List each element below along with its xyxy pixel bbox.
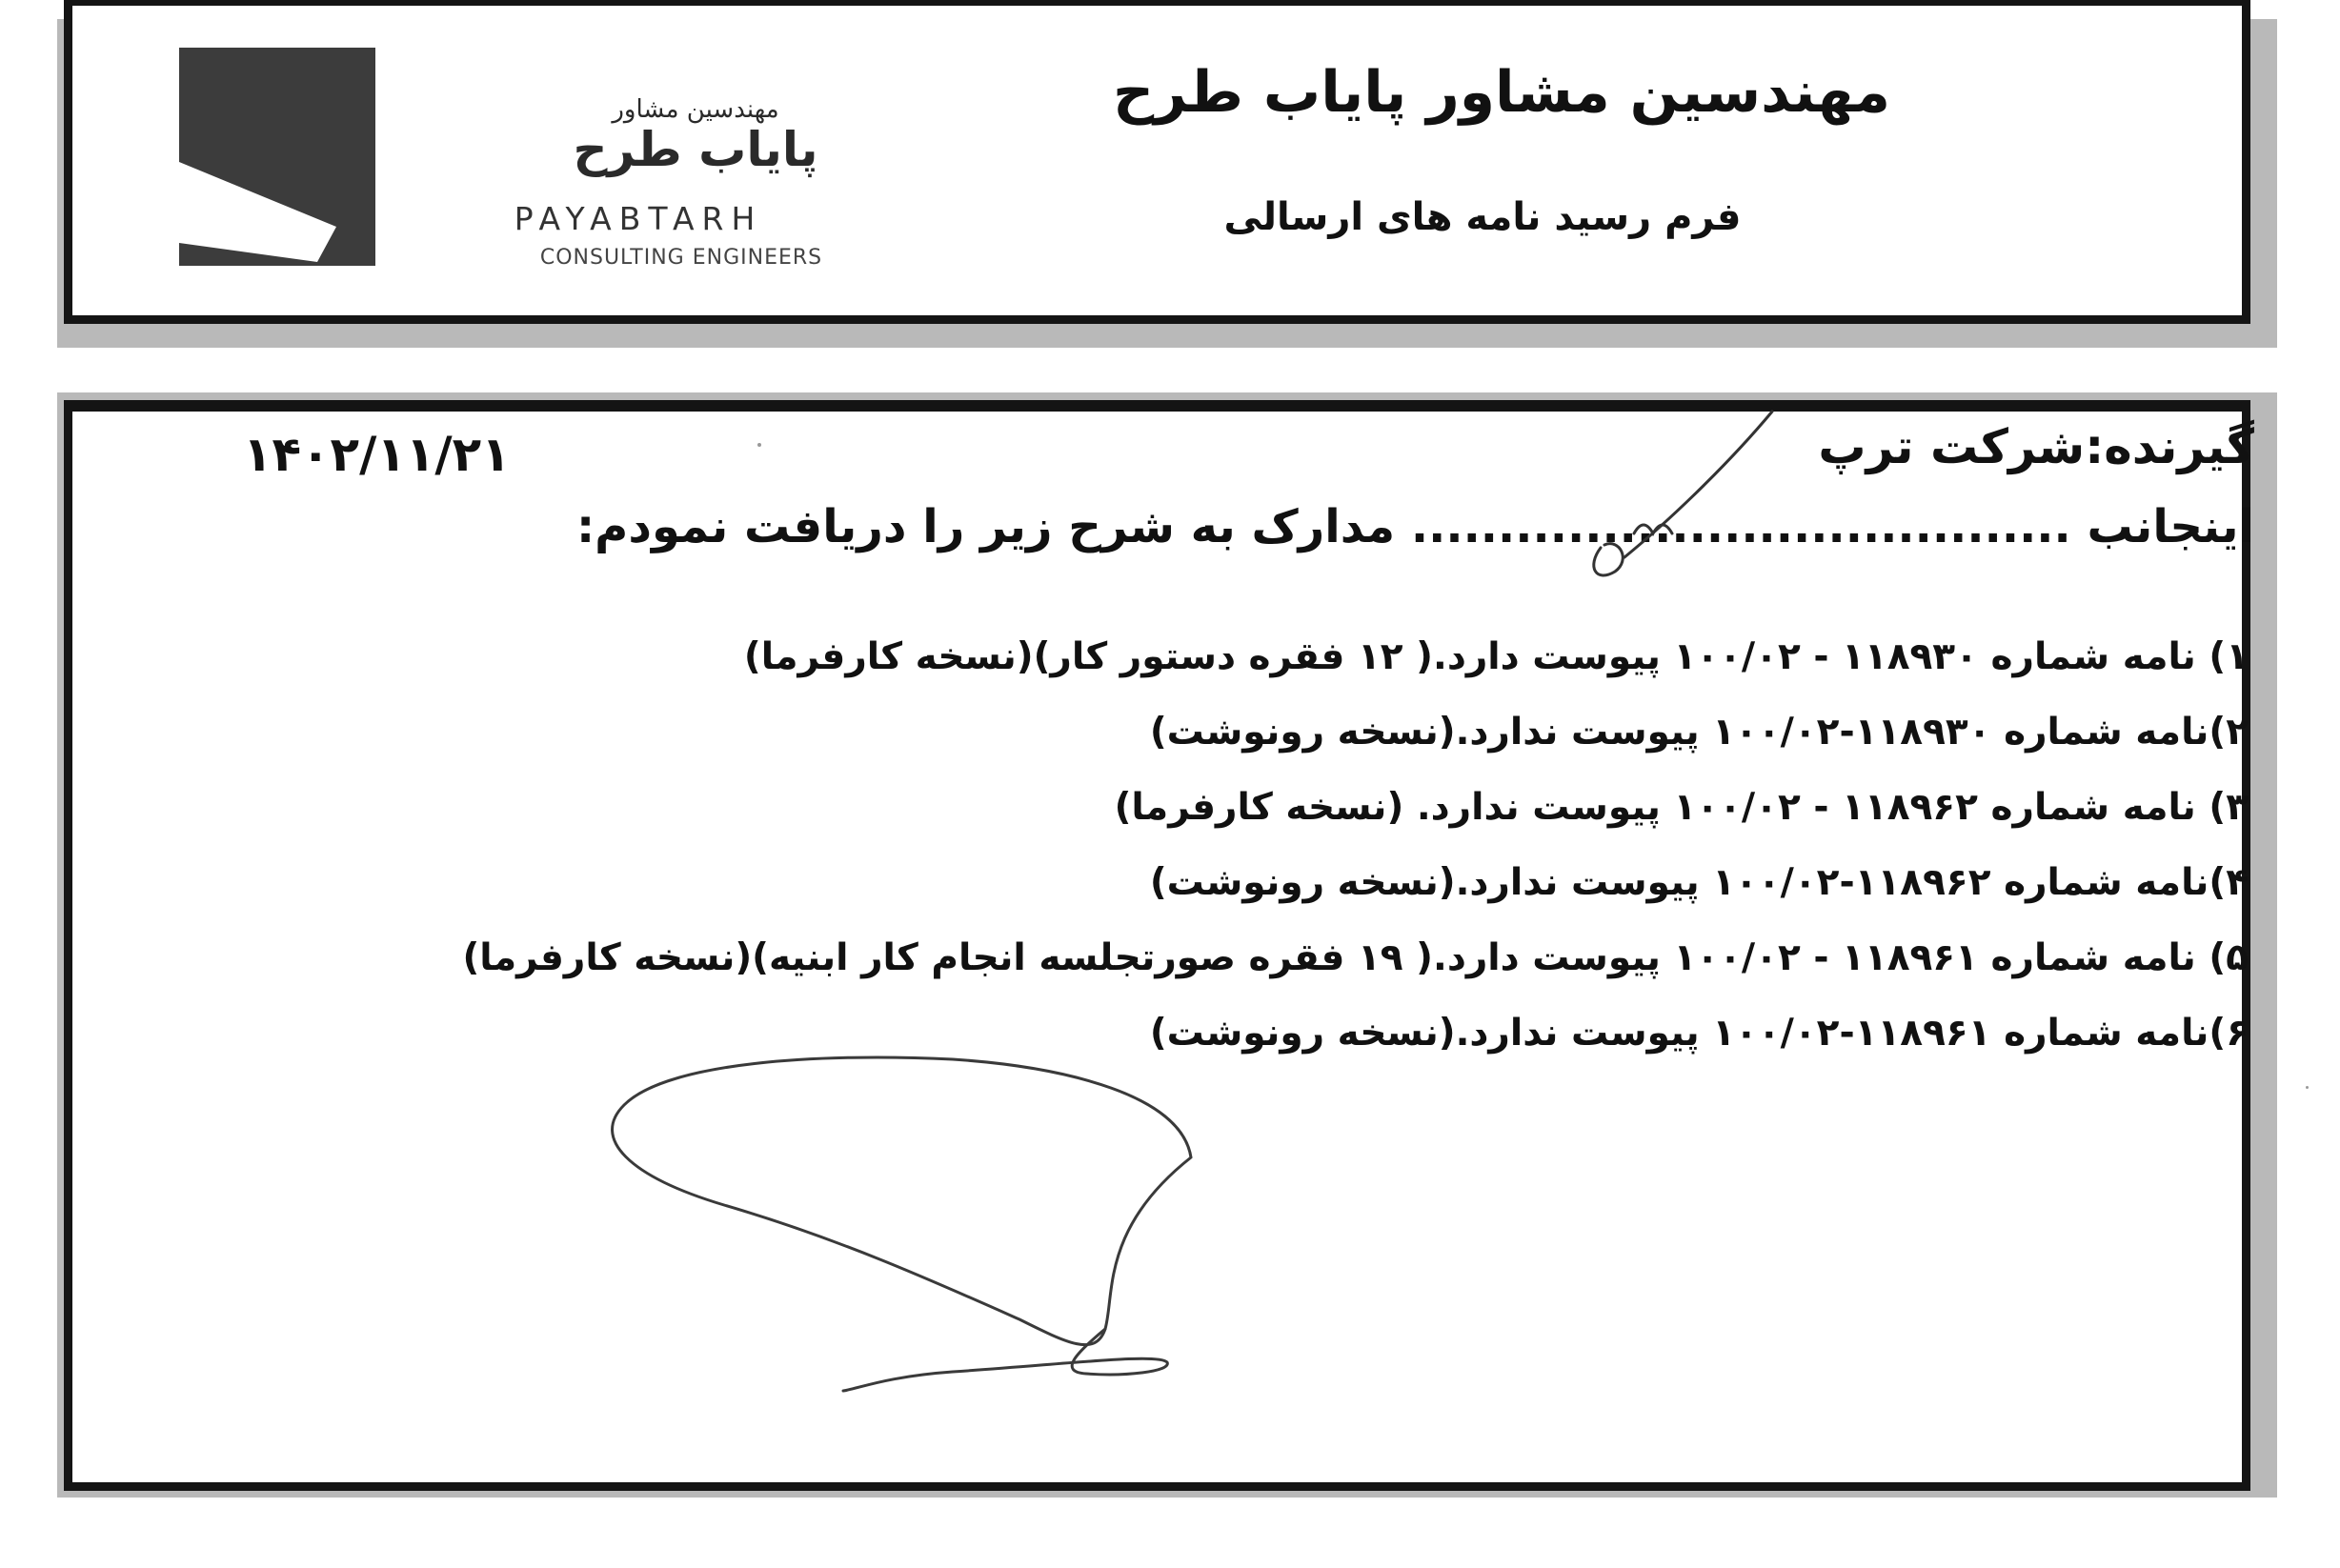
logo-mark	[179, 48, 375, 266]
logo-english-name: PAYABTARH	[514, 200, 763, 237]
logo-wedge-icon	[179, 48, 375, 266]
letter-item: ۵) نامه شماره ۱۱۸۹۶۱ - ۱۰۰/۰۲ پیوست دارد.( ۱۹ فقره صورتجلسه انجام کار ابنیه)(نسخه کارفرما)	[462, 936, 2249, 979]
letter-item: ۱) نامه شماره ۱۱۸۹۳۰ - ۱۰۰/۰۲ پیوست دارد.( ۱۲ فقره دستور کار)(نسخه کارفرما)	[743, 635, 2249, 678]
logo-persian-name: پایاب طرح	[573, 122, 818, 177]
recipient-line: گیرنده:شرکت ترپ	[1818, 419, 2254, 474]
receipt-statement: اینجانب ...................................... مدارک به شرح زیر را دریافت نمودم:	[575, 500, 2254, 553]
header-frame	[64, 0, 2250, 324]
form-title: فرم رسید نامه های ارسالی	[1223, 195, 1742, 239]
letter-item: ۲)نامه شماره ۱۱۸۹۳۰-۱۰۰/۰۲ پیوست ندارد.(نسخه رونوشت)	[1149, 711, 2249, 754]
scan-speck	[757, 443, 761, 447]
logo-persian-subtitle: مهندسین مشاور	[612, 95, 779, 124]
receipt-date: ۱۴۰۲/۱۱/۲۱	[243, 427, 511, 482]
logo-english-subtitle: CONSULTING ENGINEERS	[539, 246, 823, 270]
letter-item: ۳) نامه شماره ۱۱۸۹۶۲ - ۱۰۰/۰۲ پیوست ندارد. (نسخه کارفرما)	[1114, 786, 2249, 829]
letter-item: ۶)نامه شماره ۱۱۸۹۶۱-۱۰۰/۰۲ پیوست ندارد.(نسخه رونوشت)	[1149, 1012, 2249, 1055]
scan-speck	[2306, 1086, 2309, 1089]
company-title: مهندسین مشاور پایاب طرح	[1112, 59, 1891, 126]
letter-list	[462, 629, 2249, 1080]
letter-item: ۴)نامه شماره ۱۱۸۹۶۲-۱۰۰/۰۲ پیوست ندارد.(نسخه رونوشت)	[1149, 861, 2249, 904]
